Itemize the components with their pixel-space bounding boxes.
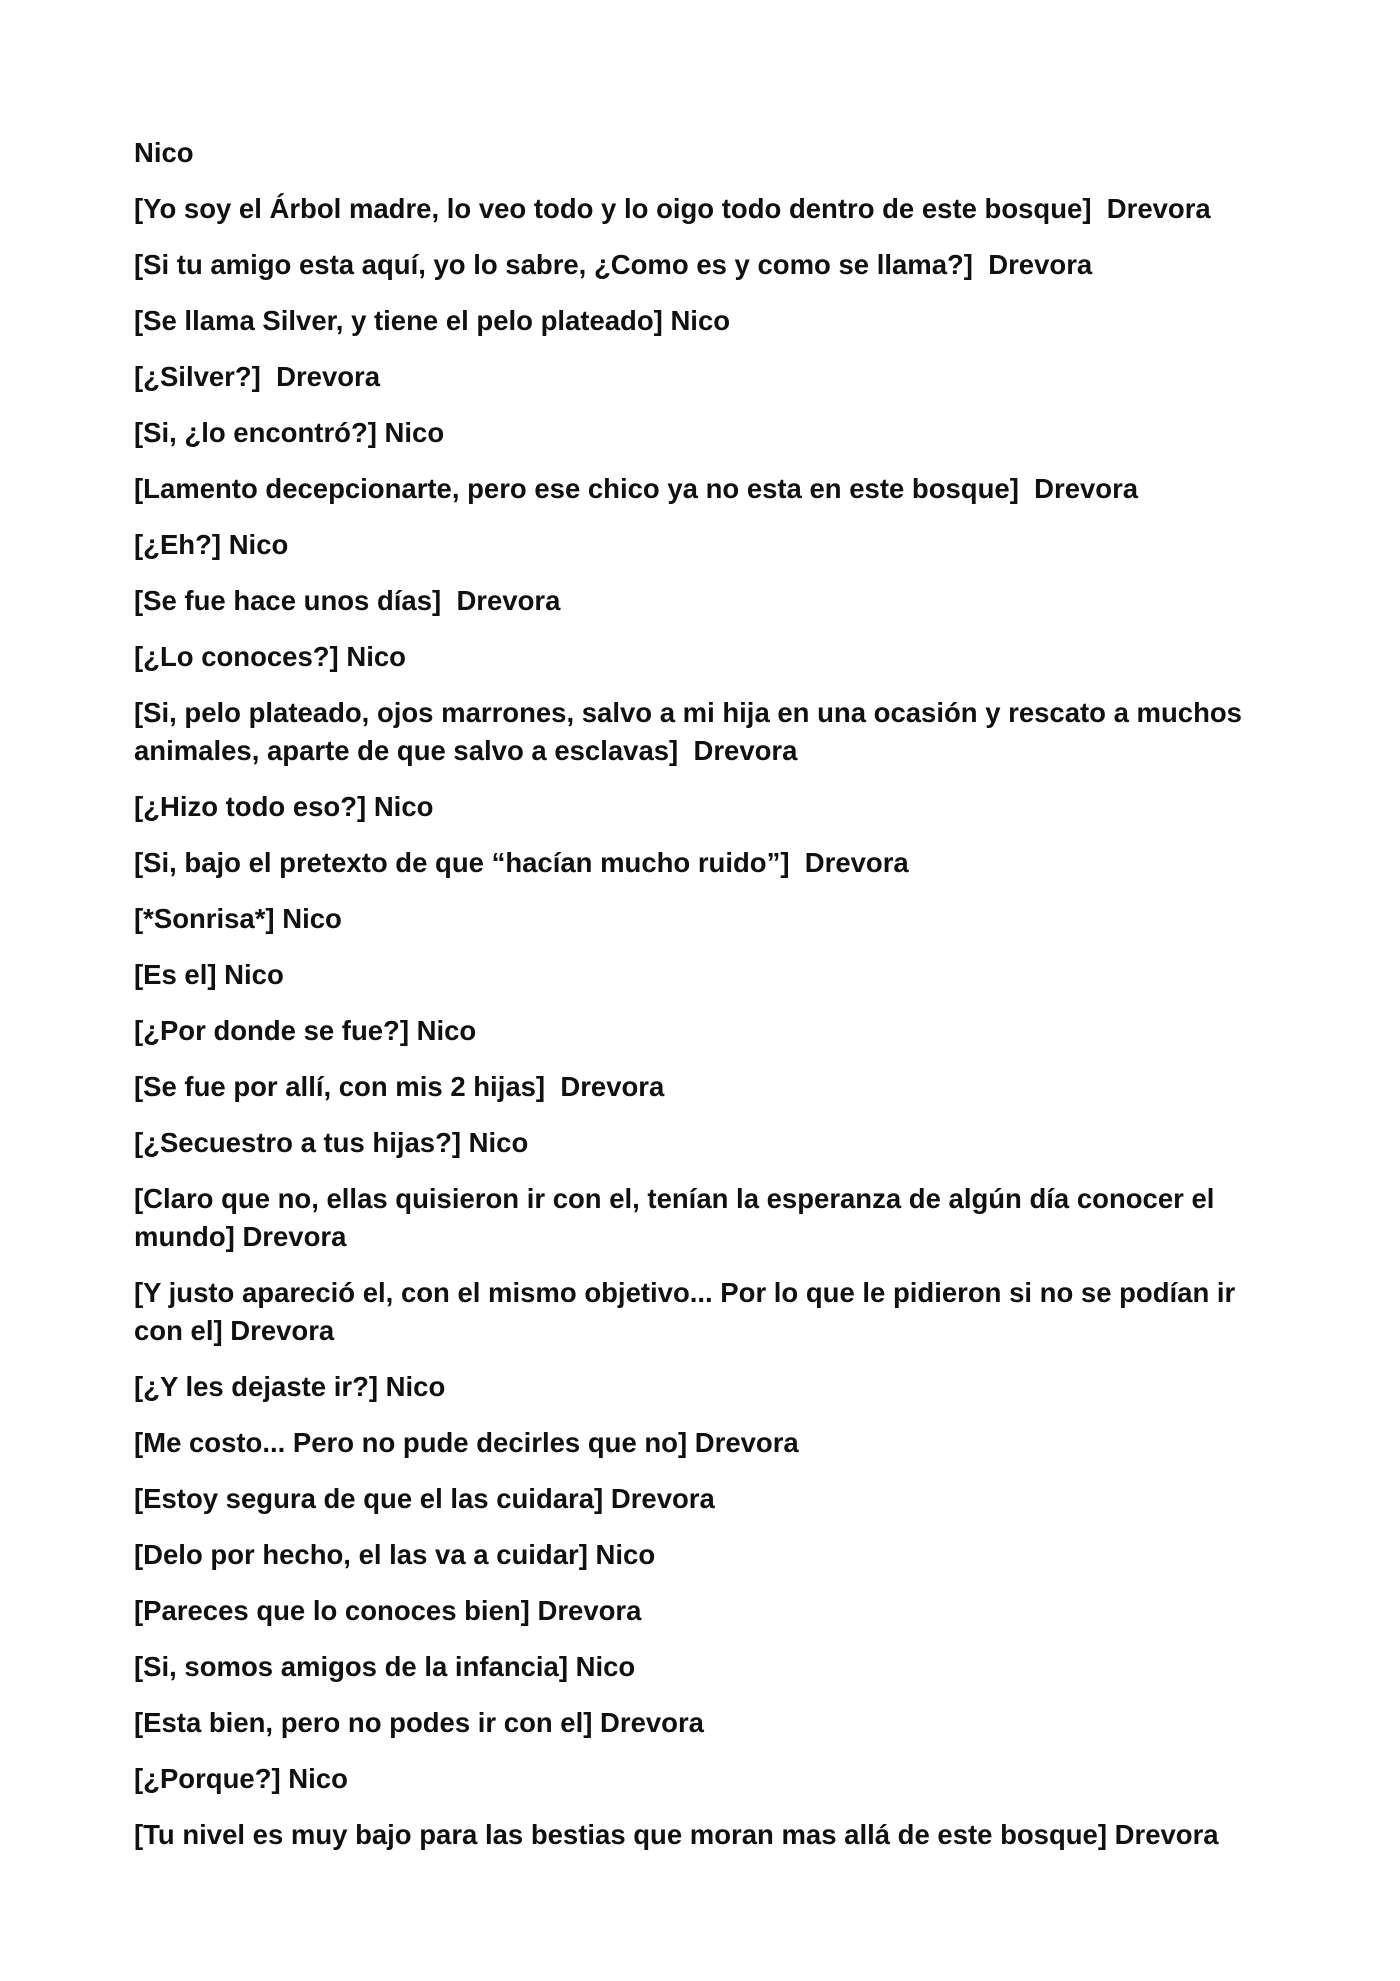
- dialogue-line: [Claro que no, ellas quisieron ir con el, tenían la esperanza de algún día conocer el mundo] Drevora: [134, 1183, 1223, 1252]
- dialogue-line: [Se fue por allí, con mis 2 hijas] Drevora: [134, 1071, 665, 1102]
- dialogue-line: [Si, bajo el pretexto de que “hacían mucho ruido”] Drevora: [134, 847, 909, 878]
- dialogue-line: [¿Por donde se fue?] Nico: [134, 1015, 477, 1046]
- dialogue-line: [Me costo... Pero no pude decirles que no] Drevora: [134, 1427, 799, 1458]
- dialogue-line: [Si, somos amigos de la infancia] Nico: [134, 1651, 636, 1682]
- dialogue-line: [¿Hizo todo eso?] Nico: [134, 791, 434, 822]
- dialogue-line: [Es el] Nico: [134, 959, 284, 990]
- dialogue-line: [¿Secuestro a tus hijas?] Nico: [134, 1127, 529, 1158]
- dialogue-line: [¿Lo conoces?] Nico: [134, 641, 406, 672]
- dialogue-line: [Yo soy el Árbol madre, lo veo todo y lo oigo todo dentro de este bosque] Drevora: [134, 193, 1211, 224]
- dialogue-line: [Delo por hecho, el las va a cuidar] Nico: [134, 1539, 656, 1570]
- dialogue-line: [¿Y les dejaste ir?] Nico: [134, 1371, 446, 1402]
- dialogue-line: [Pareces que lo conoces bien] Drevora: [134, 1595, 642, 1626]
- dialogue-line: [Si, pelo plateado, ojos marrones, salvo a mi hija en una ocasión y rescato a muchos animales, aparte de que salvo a esclavas] Drevora: [134, 697, 1250, 766]
- dialogue-line: [Lamento decepcionarte, pero ese chico ya no esta en este bosque] Drevora: [134, 473, 1139, 504]
- dialogue-line: [Si tu amigo esta aquí, yo lo sabre, ¿Como es y como se llama?] Drevora: [134, 249, 1093, 280]
- dialogue-line: [Se llama Silver, y tiene el pelo plateado] Nico: [134, 305, 731, 336]
- dialogue-line: [Se fue hace unos días] Drevora: [134, 585, 561, 616]
- dialogue-line: [Tu nivel es muy bajo para las bestias que moran mas allá de este bosque] Drevora: [134, 1819, 1219, 1850]
- dialogue-line: [¿Porque?] Nico: [134, 1763, 348, 1794]
- dialogue-line: Nico: [134, 137, 194, 168]
- dialogue-line: [*Sonrisa*] Nico: [134, 903, 342, 934]
- dialogue-line: [¿Eh?] Nico: [134, 529, 289, 560]
- dialogue-line: [Estoy segura de que el las cuidara] Drevora: [134, 1483, 715, 1514]
- dialogue-text: [134, 134, 1284, 1872]
- dialogue-line: [¿Silver?] Drevora: [134, 361, 381, 392]
- dialogue-line: [Esta bien, pero no podes ir con el] Drevora: [134, 1707, 704, 1738]
- dialogue-line: [Si, ¿lo encontró?] Nico: [134, 417, 445, 448]
- dialogue-line: [Y justo apareció el, con el mismo objetivo... Por lo que le pidieron si no se podían ir con el] Drevora: [134, 1277, 1243, 1346]
